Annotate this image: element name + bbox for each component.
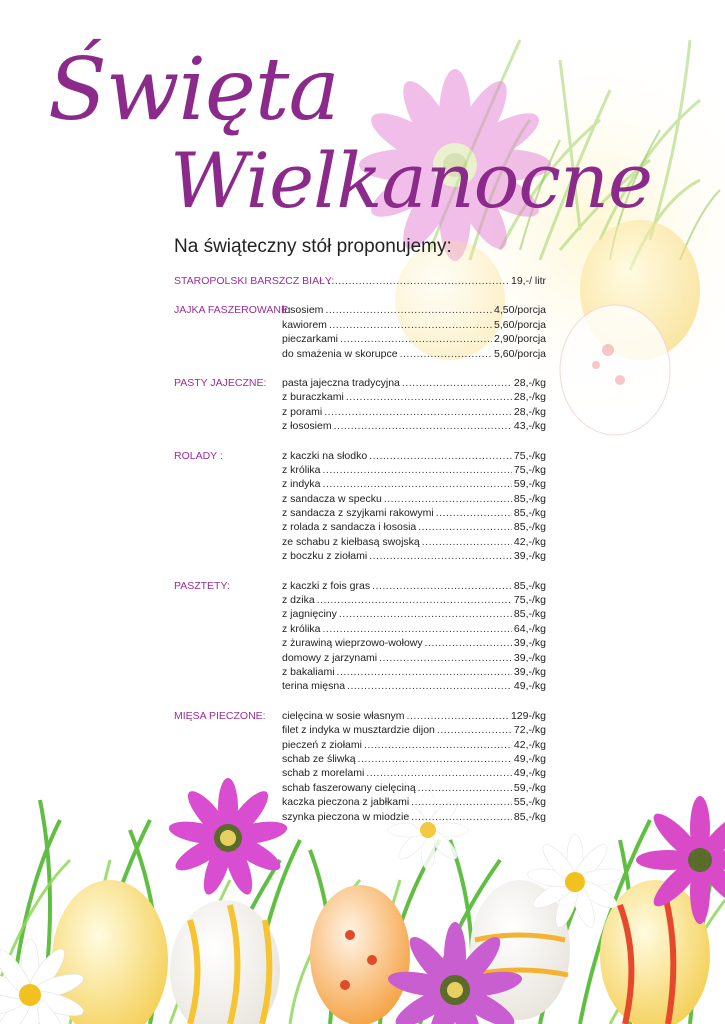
item-price: 39,-/kg <box>513 550 546 563</box>
item-name: cielęcina w sosie własnym <box>282 709 405 722</box>
item-name: łososiem <box>282 304 324 317</box>
item-name: filet z indyka w musztardzie dijon <box>282 724 435 737</box>
item-price: 75,-/kg <box>513 449 546 462</box>
item-name: pieczeń z ziołami <box>282 738 362 751</box>
item-price: 64,-/kg <box>513 622 546 635</box>
title-line-2: Wielkanocne <box>170 136 652 225</box>
list-item <box>282 752 546 766</box>
leader-dots <box>411 810 512 824</box>
list-item <box>282 449 546 463</box>
leader-dots <box>436 506 512 520</box>
list-item <box>282 709 546 723</box>
section-label: MIĘSA PIECZONE: <box>174 709 266 722</box>
item-price: 42,-/kg <box>513 738 546 751</box>
section-miesa-pieczone <box>174 709 546 824</box>
item-name: z dzika <box>282 594 315 607</box>
item-name: z porami <box>282 405 323 418</box>
item-name: z żurawiną wieprzowo-wołowy <box>282 637 423 650</box>
price-list <box>174 274 546 839</box>
item-price: 39,-/kg <box>513 651 546 664</box>
list-item <box>282 679 546 693</box>
list-item <box>282 318 546 332</box>
leader-dots <box>400 347 492 361</box>
section-label: PASTY JAJECZNE: <box>174 376 267 389</box>
item-price: 75,-/kg <box>513 463 546 476</box>
list-item <box>282 463 546 477</box>
leader-dots <box>418 520 512 534</box>
leader-dots <box>328 274 509 288</box>
leader-dots <box>337 665 512 679</box>
item-price: 39,-/kg <box>513 637 546 650</box>
item-list <box>282 709 546 824</box>
item-name: kaczka pieczona z jabłkami <box>282 796 410 809</box>
leader-dots <box>437 723 512 737</box>
list-item <box>282 405 546 419</box>
item-price: 39,-/kg <box>513 665 546 678</box>
section-barszcz <box>174 274 546 288</box>
list-item <box>282 303 546 317</box>
item-price: 49,-/kg <box>513 767 546 780</box>
list-item <box>282 477 546 491</box>
item-name: do smażenia w skorupce <box>282 347 398 360</box>
leader-dots <box>411 795 512 809</box>
item-price: 19,-/ litr <box>510 275 546 287</box>
item-name: z łososiem <box>282 420 332 433</box>
item-name: z sandacza z szyjkami rakowymi <box>282 507 434 520</box>
item-price: 75,-/kg <box>513 594 546 607</box>
item-price: 85,-/kg <box>513 492 546 505</box>
item-price: 85,-/kg <box>513 810 546 823</box>
item-list <box>282 449 546 564</box>
list-item <box>282 738 546 752</box>
item-price: 2,90/porcja <box>494 333 546 346</box>
item-name: z kaczki z fois gras <box>282 579 371 592</box>
leader-dots <box>323 622 512 636</box>
section-label: JAJKA FASZEROWANE: <box>174 304 291 317</box>
item-price: 42,-/kg <box>513 535 546 548</box>
item-name: szynka pieczona w miodzie <box>282 810 410 823</box>
item-price: 129-/kg <box>510 709 546 722</box>
leader-dots <box>334 419 512 433</box>
list-item <box>282 810 546 824</box>
list-item <box>282 332 546 346</box>
section-jajka <box>174 303 546 361</box>
list-item <box>282 549 546 563</box>
leader-dots <box>340 332 492 346</box>
item-price: 85,-/kg <box>513 507 546 520</box>
item-price: 28,-/kg <box>513 405 546 418</box>
leader-dots <box>325 303 492 317</box>
leader-dots <box>329 318 492 332</box>
list-item <box>282 766 546 780</box>
section-pasztety <box>174 579 546 694</box>
item-name: z rolada z sandacza i łososia <box>282 521 417 534</box>
leader-dots <box>366 766 512 780</box>
section-pasty <box>174 376 546 434</box>
item-price: 59,-/kg <box>513 478 546 491</box>
item-price: 85,-/kg <box>513 579 546 592</box>
item-name: z jagnięciny <box>282 608 337 621</box>
list-item <box>282 636 546 650</box>
leader-dots <box>347 679 512 693</box>
leader-dots <box>324 405 512 419</box>
item-price: 85,-/kg <box>513 608 546 621</box>
list-item <box>282 593 546 607</box>
item-name: z bakaliami <box>282 665 335 678</box>
leader-dots <box>384 492 512 506</box>
section-label: STAROPOLSKI BARSZCZ BIAŁY: <box>174 275 335 287</box>
item-price: 5,60/porcja <box>494 318 546 331</box>
leader-dots <box>358 752 512 766</box>
section-label: PASZTETY: <box>174 579 230 592</box>
list-item <box>282 347 546 361</box>
item-price: 85,-/kg <box>513 521 546 534</box>
item-name: z sandacza w specku <box>282 492 382 505</box>
leader-dots <box>372 579 512 593</box>
item-name: z buraczkami <box>282 391 344 404</box>
list-item <box>282 390 546 404</box>
item-price: 4,50/porcja <box>494 304 546 317</box>
item-name: schab ze śliwką <box>282 752 356 765</box>
leader-dots <box>317 593 512 607</box>
item-price: 28,-/kg <box>513 391 546 404</box>
list-item <box>282 607 546 621</box>
item-list <box>282 303 546 361</box>
leader-dots <box>364 738 512 752</box>
item-name: z boczku z ziołami <box>282 550 368 563</box>
list-item <box>282 492 546 506</box>
leader-dots <box>339 607 512 621</box>
list-item <box>282 622 546 636</box>
item-price: 43,-/kg <box>513 420 546 433</box>
item-name: z kaczki na słodko <box>282 449 368 462</box>
leader-dots <box>425 636 512 650</box>
item-name: pasta jajeczna tradycyjna <box>282 376 400 389</box>
leader-dots <box>323 477 512 491</box>
item-name: ze schabu z kiełbasą swojską <box>282 535 420 548</box>
item-price: 72,-/kg <box>513 724 546 737</box>
list-item <box>282 419 546 433</box>
title-line-1: Święta <box>48 40 339 140</box>
item-name: domowy z jarzynami <box>282 651 378 664</box>
list-item <box>282 723 546 737</box>
item-price: 5,60/porcja <box>494 347 546 360</box>
leader-dots <box>418 781 512 795</box>
leader-dots <box>379 651 512 665</box>
list-item <box>282 506 546 520</box>
list-item <box>282 520 546 534</box>
item-name: z królika <box>282 463 321 476</box>
item-name: schab z morelami <box>282 767 365 780</box>
item-price: 55,-/kg <box>513 796 546 809</box>
leader-dots <box>323 463 512 477</box>
list-item <box>282 376 546 390</box>
item-price: 49,-/kg <box>513 752 546 765</box>
item-name: kawiorem <box>282 318 327 331</box>
leader-dots <box>369 449 512 463</box>
section-rolady <box>174 449 546 564</box>
leader-dots <box>402 376 512 390</box>
item-name: terina mięsna <box>282 680 346 693</box>
list-item <box>282 535 546 549</box>
item-price: 49,-/kg <box>513 680 546 693</box>
item-name: pieczarkami <box>282 333 339 346</box>
leader-dots <box>346 390 512 404</box>
item-price: 59,-/kg <box>513 781 546 794</box>
list-item <box>282 795 546 809</box>
item-list <box>282 376 546 434</box>
leader-dots <box>369 549 512 563</box>
list-item <box>282 651 546 665</box>
item-price: 28,-/kg <box>513 376 546 389</box>
item-name: z królika <box>282 622 321 635</box>
list-item <box>282 781 546 795</box>
section-label: ROLADY : <box>174 449 223 462</box>
leader-dots <box>422 535 512 549</box>
leader-dots <box>407 709 509 723</box>
item-name: schab faszerowany cielęciną <box>282 781 416 794</box>
list-item <box>282 665 546 679</box>
list-item <box>282 579 546 593</box>
item-list <box>282 579 546 694</box>
list-item <box>326 274 546 288</box>
item-name: z indyka <box>282 478 321 491</box>
menu-subtitle: Na świąteczny stół proponujemy: <box>174 236 452 257</box>
